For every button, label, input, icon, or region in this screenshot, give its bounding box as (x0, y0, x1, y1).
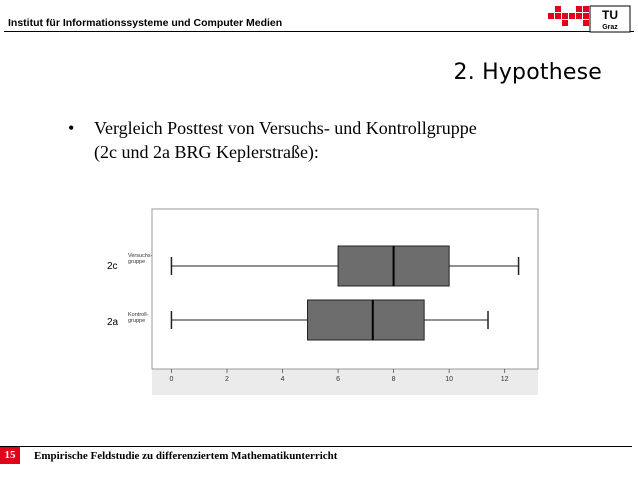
row-label-2c: 2c (107, 261, 118, 272)
bullet-point-icon: • (68, 118, 75, 138)
x-tick-label-4: 4 (280, 376, 285, 383)
plot-area (152, 209, 538, 369)
institute-name: Institut für Informationssysteme und Computer Medien (8, 17, 283, 29)
x-tick-label-0: 0 (169, 376, 174, 383)
x-tick-label-6: 6 (336, 376, 341, 383)
bullet-line-1: Vergleich Posttest von Versuchs- und Kontrollgruppe (94, 118, 477, 138)
x-tick-label-2: 2 (225, 376, 229, 383)
logo-main-text: TU (602, 8, 618, 22)
logo-sub-text: Graz (602, 24, 618, 31)
footer-divider (0, 446, 632, 447)
x-tick-label-12: 12 (500, 376, 509, 383)
boxplot-chart (152, 209, 538, 395)
slide-title: 2. Hypothese (453, 60, 602, 85)
box-2a (308, 300, 425, 340)
bullet-line-2: (2c und 2a BRG Keplerstraße): (94, 142, 319, 162)
page-number: 15 (0, 447, 20, 464)
x-tick-label-10: 10 (445, 376, 454, 383)
header-divider (4, 31, 634, 32)
x-tick-label-8: 8 (391, 376, 396, 383)
series-name-kontrollgruppe: Kontroll- gruppe (128, 312, 149, 324)
row-label-2a: 2a (107, 317, 119, 328)
footer-title: Empirische Feldstudie zu differenziertem Mathematikunterricht (34, 450, 338, 462)
series-name-versuchsgruppe: Versuchs- gruppe (128, 253, 153, 265)
tu-graz-logo (548, 4, 634, 34)
